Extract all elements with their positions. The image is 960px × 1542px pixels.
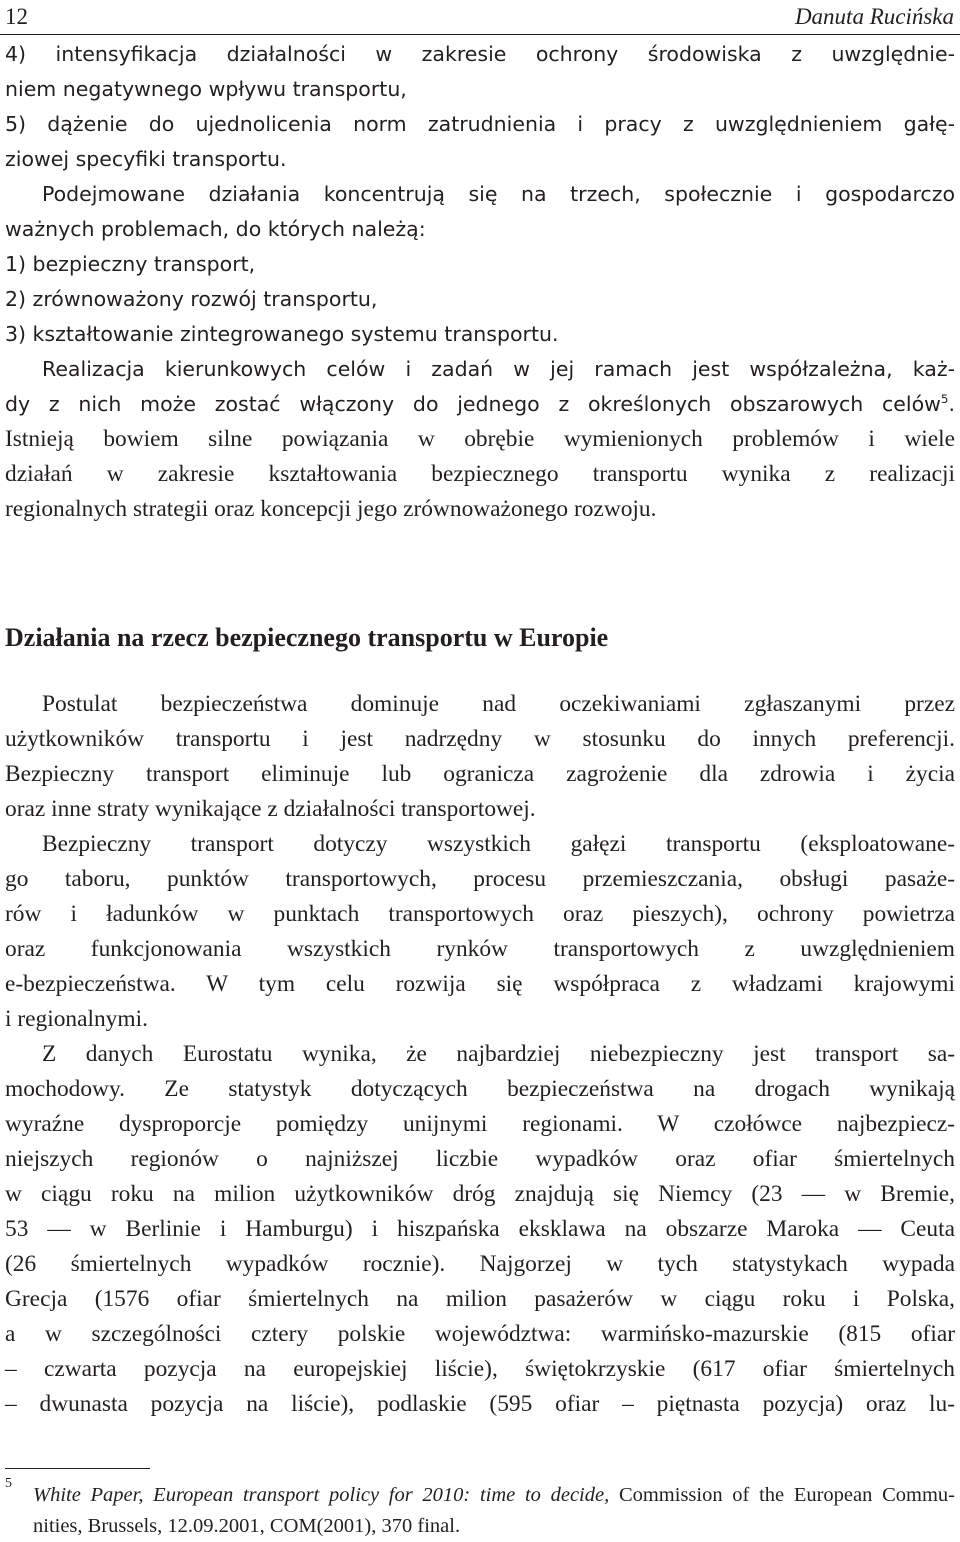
paragraph-line: oraz funkcjonowania wszystkich rynków transportowych z uwzględnieniem [5,936,955,962]
paragraph-line: go taboru, punktów transportowych, procesu przemieszczania, obsługi pasaże- [5,866,955,892]
intro-line: ważnych problemach, do których należą: [5,217,426,241]
top-text-block [5,37,955,527]
footnote-reference: 5 [940,392,949,407]
running-header [0,0,960,35]
paragraph-line: Bezpieczny transport dotyczy wszystkich gałęzi transportu (eksploatowane- [42,831,955,857]
realizacja-line-text: dy z nich może zostać włączony do jednego z określonych obszarowych celów [5,392,941,416]
paragraph-line: (26 śmiertelnych wypadków rocznie). Najgorzej w tych statystykach wypada [5,1251,955,1277]
intro-line: Podejmowane działania koncentrują się na trzech, społecznie i gospodarczo [42,182,955,206]
intro-list-item: 1) bezpieczny transport, [5,252,256,276]
paragraph-line: Z danych Eurostatu wynika, że najbardziej niebezpieczny jest transport sa- [42,1041,955,1067]
section-heading: Działania na rzecz bezpiecznego transportu w Europie [5,623,609,652]
paragraph-line: e-bezpieczeństwa. W tym celu rozwija się współpraca z władzami krajowymi [5,971,955,997]
paragraph-line: niejszych regionów o najniższej liczbie wypadków oraz ofiar śmiertelnych [5,1146,955,1172]
paragraph-line: – czwarta pozycja na europejskiej liście), świętokrzyskie (617 ofiar śmiertelnych [5,1356,955,1382]
realizacja-line: Realizacja kierunkowych celów i zadań w jej ramach jest współzależna, każ- [42,357,955,381]
intro-list-item: 2) zrównoważony rozwój transportu, [5,287,378,311]
list-item-line: 4) intensyfikacja działalności w zakresie ochrony środowiska z uwzględnie- [5,42,955,66]
paragraph-line: Bezpieczny transport eliminuje lub ogranicza zagrożenie dla zdrowia i życia [5,761,955,787]
realizacja-line-punct: . [948,392,955,416]
paragraph-line: Grecja (1576 ofiar śmiertelnych na milion pasażerów w ciągu roku i Polska, [5,1286,955,1312]
footnote-text: Commission of the European Commu- [609,1484,955,1506]
paragraph-line: mochodowy. Ze statystyk dotyczących bezpieczeństwa na drogach wynikają [5,1076,955,1102]
paragraph-line: użytkowników transportu i jest nadrzędny w stosunku do innych preferencji. [5,726,955,752]
paragraph-line: wyraźne dysproporcje pomiędzy unijnymi regionami. W czołówce najbezpiecz- [5,1111,955,1137]
paragraph-line: Postulat bezpieczeństwa dominuje nad oczekiwaniami zgłaszanymi przez [42,691,955,717]
list-item-line: 5) dążenie do ujednolicenia norm zatrudnienia i pracy z uwzględnieniem gałę- [5,112,955,136]
footnote-separator [5,1468,150,1469]
list-item-line: ziowej specyfiki transportu. [5,147,287,171]
list-item-line: niem negatywnego wpływu transportu, [5,77,407,101]
page-number: 12 [5,4,28,29]
realizacja-line: regionalnych strategii oraz koncepcji jego zrównoważonego rozwoju. [5,496,657,522]
paragraph-line: rów i ładunków w punktach transportowych oraz pieszych), ochrony powietrza [5,901,955,927]
intro-list-item: 3) kształtowanie zintegrowanego systemu transportu. [5,322,559,346]
paragraph-line: i regionalnymi. [5,1006,148,1032]
paragraph-line: – dwunasta pozycja na liście), podlaskie (595 ofiar – piętnasta pozycja) oraz lu- [5,1391,955,1417]
paragraph-line: oraz inne straty wynikające z działalności transportowej. [5,796,536,822]
footnote-number: 5 [5,1476,12,1491]
footnote-line: nities, Brussels, 12.09.2001, COM(2001), 370 final. [33,1515,461,1537]
footnote-line [5,1480,955,1511]
footnote-title: White Paper, European transport policy for 2010: time to decide, [33,1484,610,1506]
paragraph-line: w ciągu roku na milion użytkowników dróg znajdują się Niemcy (23 — w Bremie, [5,1181,955,1207]
paragraph-line: a w szczególności cztery polskie województwa: warmińsko-mazurskie (815 ofiar [5,1321,955,1347]
realizacja-line: Istnieją bowiem silne powiązania w obrębie wymienionych problemów i wiele [5,426,955,452]
realizacja-line [5,387,955,422]
running-author: Danuta Rucińska [794,4,954,29]
footnote [5,1476,955,1542]
section-body [5,687,955,1422]
paragraph-line: 53 — w Berlinie i Hamburgu) i hiszpańska eksklawa na obszarze Maroka — Ceuta [5,1216,955,1242]
realizacja-line: działań w zakresie kształtowania bezpiecznego transportu wynika z realizacji [5,461,955,487]
